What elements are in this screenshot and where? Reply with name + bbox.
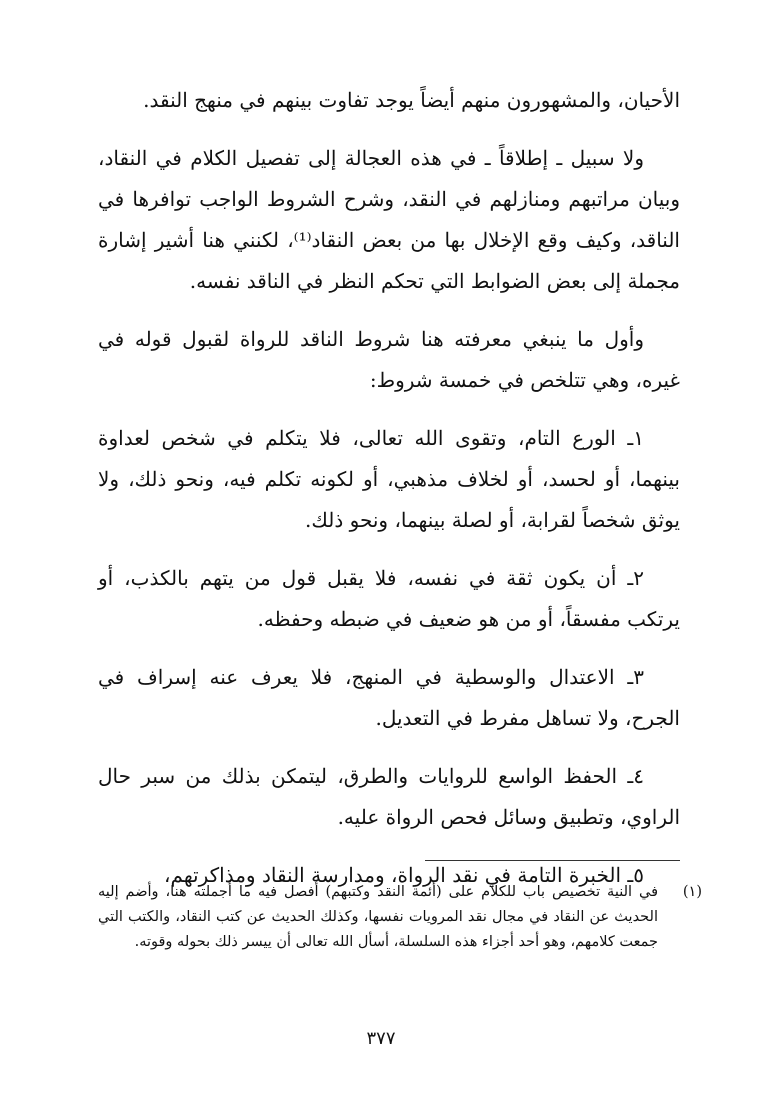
footnote bbox=[98, 880, 702, 955]
condition-1: ١ـ الورع التام، وتقوى الله تعالى، فلا يتكلم في شخص لعداوة بينهما، أو لحسد، أو لخلاف مذهبي، أو لكونه تكلم فيه، ونحو ذلك، ولا يوثق شخصاً لقرابة، أو لصلة بينهما، ونحو ذلك. bbox=[98, 426, 680, 532]
footnote-divider bbox=[425, 860, 680, 861]
main-text bbox=[98, 80, 680, 913]
condition-4: ٤ـ الحفظ الواسع للروايات والطرق، ليتمكن بذلك من سبر حال الراوي، وتطبيق وسائل فحص الرواة عليه. bbox=[98, 764, 680, 829]
page-number: ٣٧٧ bbox=[366, 1028, 396, 1049]
paragraph-2: ولا سبيل ـ إطلاقاً ـ في هذه العجالة إلى تفصيل الكلام في النقاد، وبيان مراتبهم ومنازلهم في النقد، وشرح الشروط الواجب توافرها في الناقد، وكيف وقع الإخلال بها من بعض النقاد⁽¹⁾، لكنني هنا أشير إشارة مجملة إلى بعض الضوابط التي تحكم النظر في الناقد نفسه. bbox=[98, 146, 680, 293]
condition-2: ٢ـ أن يكون ثقة في نفسه، فلا يقبل قول من يتهم بالكذب، أو يرتكب مفسقاً، أو من هو ضعيف في ضبطه وحفظه. bbox=[98, 566, 680, 631]
condition-5: ٥ـ الخبرة التامة في نقد الرواة، ومدارسة النقاد ومذاكرتهم، bbox=[164, 863, 644, 887]
footnote-text: في النية تخصيص باب للكلام على (أئمة النقد وكتبهم) أفصل فيه ما أجملته هنا، وأضم إليه الحديث عن النقاد في مجال نقد المرويات نفسها، وكذلك الحديث عن كتب النقاد، والكتب التي جمعت كلامهم، وهو أحد أجزاء هذه السلسلة، أسأل الله تعالى أن ييسر ذلك بحوله وقوته. bbox=[98, 884, 658, 950]
footnote-number: (١) bbox=[682, 884, 702, 900]
paragraph-3: وأول ما ينبغي معرفته هنا شروط الناقد للرواة لقبول قوله في غيره، وهي تتلخص في خمسة شروط: bbox=[98, 327, 680, 392]
condition-3: ٣ـ الاعتدال والوسطية في المنهج، فلا يعرف عنه إسراف في الجرح، ولا تساهل مفرط في التعديل. bbox=[98, 665, 680, 730]
paragraph-1: الأحيان، والمشهورون منهم أيضاً يوجد تفاوت بينهم في منهج النقد. bbox=[143, 88, 680, 112]
